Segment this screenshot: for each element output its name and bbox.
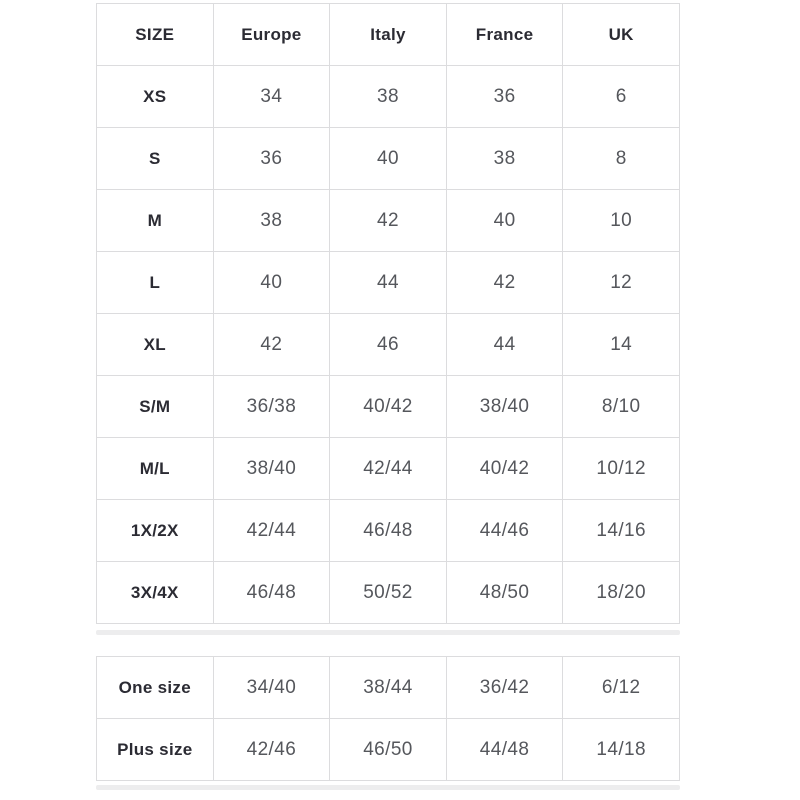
table-cell: 44	[330, 252, 447, 314]
table-cell: 38/40	[446, 376, 563, 438]
table-cell: 42	[330, 190, 447, 252]
table-row	[97, 128, 680, 190]
table-cell: 36	[446, 66, 563, 128]
size-conversion-table-body	[97, 66, 680, 624]
table-cell: 14/16	[563, 500, 680, 562]
table-cell: 40	[213, 252, 330, 314]
row-label: S	[97, 128, 214, 190]
table-row	[97, 719, 680, 781]
table-cell: 6/12	[563, 657, 680, 719]
row-label: S/M	[97, 376, 214, 438]
table-header	[97, 4, 680, 66]
table-cell: 46	[330, 314, 447, 376]
row-label: L	[97, 252, 214, 314]
table-cell: 8	[563, 128, 680, 190]
column-header: SIZE	[97, 4, 214, 66]
table-row	[97, 500, 680, 562]
table-cell: 34	[213, 66, 330, 128]
table-cell: 40/42	[446, 438, 563, 500]
table-cell: 42	[213, 314, 330, 376]
table-cell: 12	[563, 252, 680, 314]
table-row	[97, 66, 680, 128]
row-label: M/L	[97, 438, 214, 500]
table-cell: 6	[563, 66, 680, 128]
table-cell: 14/18	[563, 719, 680, 781]
column-header: UK	[563, 4, 680, 66]
table-cell: 38/44	[330, 657, 447, 719]
table-cell: 48/50	[446, 562, 563, 624]
table-cell: 10	[563, 190, 680, 252]
table-row	[97, 252, 680, 314]
table-row	[97, 438, 680, 500]
table-cell: 38/40	[213, 438, 330, 500]
table-row	[97, 190, 680, 252]
table-cell: 46/50	[330, 719, 447, 781]
table-cell: 40	[446, 190, 563, 252]
row-label: M	[97, 190, 214, 252]
table-cell: 36/42	[446, 657, 563, 719]
table-cell: 46/48	[330, 500, 447, 562]
row-label: 1X/2X	[97, 500, 214, 562]
column-header: Italy	[330, 4, 447, 66]
table-cell: 46/48	[213, 562, 330, 624]
column-header: France	[446, 4, 563, 66]
table-cell: 38	[213, 190, 330, 252]
table-cell: 10/12	[563, 438, 680, 500]
row-label: Plus size	[97, 719, 214, 781]
table-cell: 18/20	[563, 562, 680, 624]
table-cell: 38	[330, 66, 447, 128]
size-conversion-table	[96, 3, 680, 624]
table-cell: 40	[330, 128, 447, 190]
table-cell: 42/44	[213, 500, 330, 562]
table-cell: 38	[446, 128, 563, 190]
bottom-divider-bar	[96, 785, 680, 790]
table-cell: 42/44	[330, 438, 447, 500]
table-cell: 44/46	[446, 500, 563, 562]
table-cell: 36	[213, 128, 330, 190]
table-row	[97, 376, 680, 438]
header-row	[97, 4, 680, 66]
table-cell: 34/40	[213, 657, 330, 719]
table-divider-bar	[96, 630, 680, 635]
column-header: Europe	[213, 4, 330, 66]
row-label: XL	[97, 314, 214, 376]
table-cell: 44/48	[446, 719, 563, 781]
table-cell: 8/10	[563, 376, 680, 438]
special-sizes-table-body	[97, 657, 680, 781]
row-label: 3X/4X	[97, 562, 214, 624]
table-row	[97, 657, 680, 719]
table-cell: 14	[563, 314, 680, 376]
special-sizes-table	[96, 656, 680, 781]
table-cell: 42/46	[213, 719, 330, 781]
row-label: One size	[97, 657, 214, 719]
table-cell: 36/38	[213, 376, 330, 438]
table-cell: 40/42	[330, 376, 447, 438]
table-cell: 42	[446, 252, 563, 314]
row-label: XS	[97, 66, 214, 128]
table-row	[97, 314, 680, 376]
table-cell: 50/52	[330, 562, 447, 624]
table-cell: 44	[446, 314, 563, 376]
table-row	[97, 562, 680, 624]
